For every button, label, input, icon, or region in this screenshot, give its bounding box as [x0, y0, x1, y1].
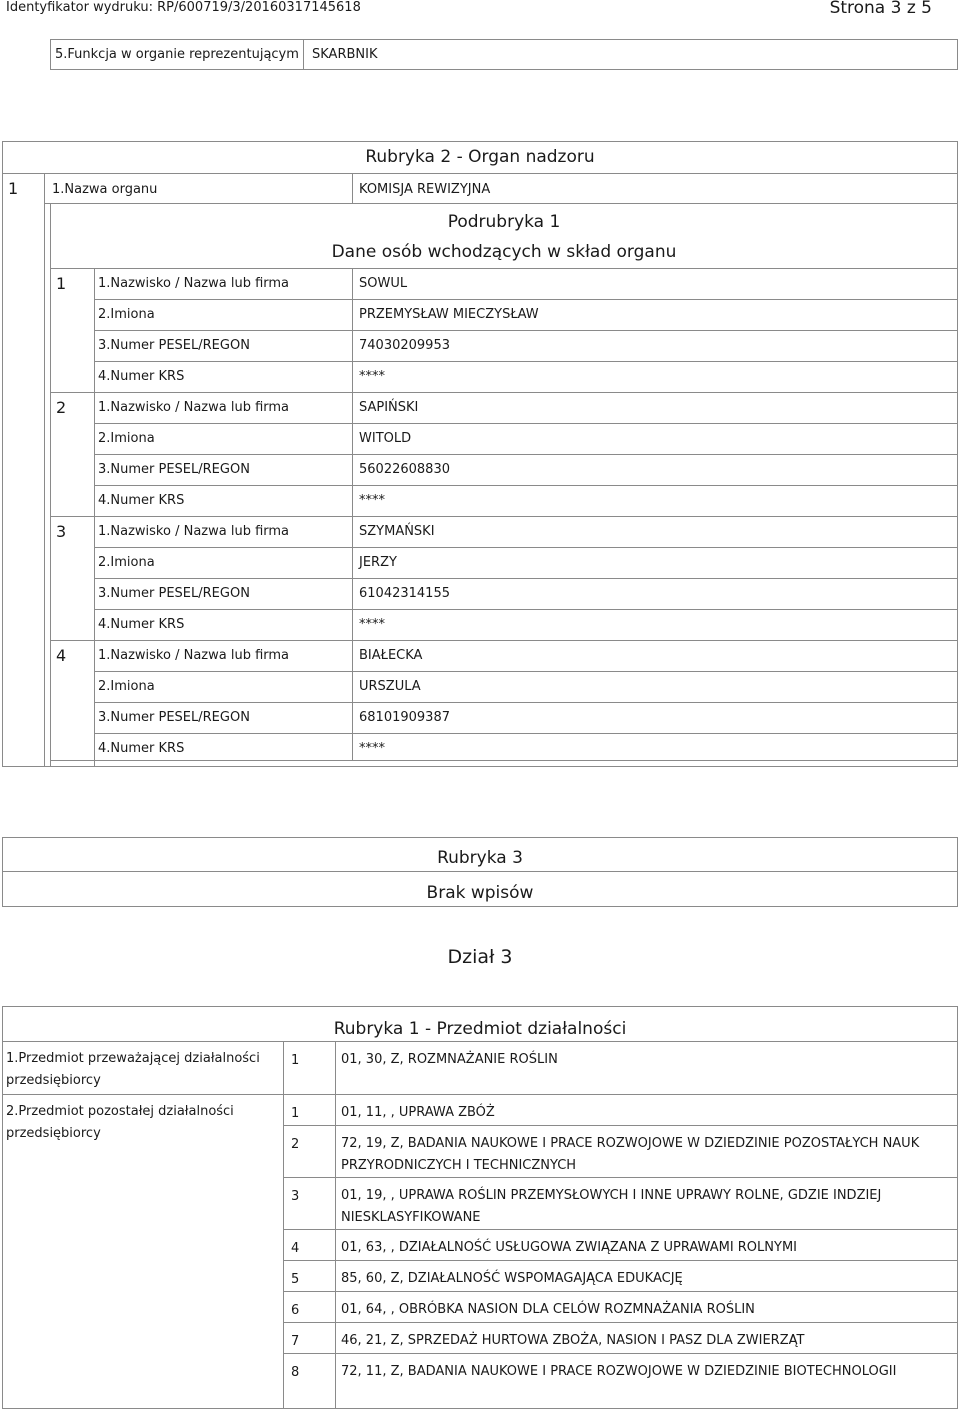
other-activity-text: 01, 11, , UPRAWA ZBÓŻ	[341, 1105, 495, 1120]
person-field-value: WITOLD	[359, 431, 412, 446]
other-activity-text: 01, 64, , OBRÓBKA NASION DLA CELÓW ROZMNAŻANIA ROŚLIN	[341, 1302, 755, 1317]
other-activity-number: 6	[291, 1303, 300, 1318]
rubryka2-num: 1	[8, 179, 19, 198]
organ-label: 1.Nazwa organu	[52, 182, 158, 197]
person-field-value: 74030209953	[359, 338, 450, 353]
person-number: 2	[56, 398, 67, 417]
organ-value: KOMISJA REWIZYJNA	[359, 182, 491, 197]
dzial3-rubryka1-title: Rubryka 1 - Przedmiot działalności	[333, 1019, 627, 1039]
print-identifier: Identyfikator wydruku: RP/600719/3/20160317145618	[6, 0, 361, 15]
function-value: SKARBNIK	[312, 47, 378, 62]
rubryka2-title: Rubryka 2 - Organ nadzoru	[365, 147, 595, 167]
other-activity-text: 46, 21, Z, SPRZEDAŻ HURTOWA ZBOŻA, NASION I PASZ DLA ZWIERZĄT	[341, 1333, 805, 1348]
person-field-value: URSZULA	[359, 679, 421, 694]
person-field-label: 4.Numer KRS	[98, 493, 185, 508]
rubryka3-subtitle: Brak wpisów	[426, 883, 534, 903]
main-activity-number: 1	[291, 1053, 300, 1068]
rubryka3-title: Rubryka 3	[437, 848, 523, 868]
person-field-label: 2.Imiona	[98, 679, 155, 694]
person-field-label: 3.Numer PESEL/REGON	[98, 338, 250, 353]
function-label: 5.Funkcja w organie reprezentującym	[55, 47, 299, 62]
person-field-label: 1.Nazwisko / Nazwa lub firma	[98, 400, 290, 415]
person-field-label: 4.Numer KRS	[98, 617, 185, 632]
other-activity-number: 1	[291, 1106, 300, 1121]
person-field-label: 4.Numer KRS	[98, 741, 185, 756]
person-field-label: 1.Nazwisko / Nazwa lub firma	[98, 648, 290, 663]
dzial3-title: Dział 3	[447, 946, 513, 968]
other-activity-number: 7	[291, 1334, 300, 1349]
other-activity-text: 01, 63, , DZIAŁALNOŚĆ USŁUGOWA ZWIĄZANA Z UPRAWAMI ROLNYMI	[341, 1240, 798, 1255]
person-number: 4	[56, 646, 67, 665]
person-field-value: 61042314155	[359, 586, 450, 601]
person-field-label: 2.Imiona	[98, 555, 155, 570]
other-activity-text: 01, 19, , UPRAWA ROŚLIN PRZEMYSŁOWYCH I INNE UPRAWY ROLNE, GDZIE INDZIEJ NIESKLASYFIKOWANE	[341, 1188, 882, 1225]
person-field-value: SOWUL	[359, 276, 408, 291]
other-activity-label: 2.Przedmiot pozostałej działalności przedsiębiorcy	[6, 1104, 234, 1141]
person-field-value: JERZY	[359, 555, 397, 570]
person-field-label: 3.Numer PESEL/REGON	[98, 710, 250, 725]
other-activity-text: 72, 11, Z, BADANIA NAUKOWE I PRACE ROZWOJOWE W DZIEDZINIE BIOTECHNOLOGII	[341, 1364, 897, 1379]
podrubryka-subtitle: Dane osób wchodzących w skład organu	[331, 242, 677, 262]
person-field-value: 56022608830	[359, 462, 450, 477]
podrubryka-title: Podrubryka 1	[447, 212, 561, 232]
other-activity-number: 5	[291, 1272, 300, 1287]
other-activity-number: 3	[291, 1189, 300, 1204]
person-number: 3	[56, 522, 67, 541]
person-field-value: 68101909387	[359, 710, 450, 725]
person-field-value: SAPIŃSKI	[359, 400, 419, 415]
person-field-value: ****	[359, 741, 385, 756]
person-field-value: ****	[359, 617, 385, 632]
main-activity-label: 1.Przedmiot przeważającej działalności przedsiębiorcy	[6, 1051, 260, 1088]
person-field-value: ****	[359, 493, 385, 508]
person-number: 1	[56, 274, 67, 293]
page-number: Strona 3 z 5	[829, 0, 932, 18]
person-field-value: ****	[359, 369, 385, 384]
person-field-label: 1.Nazwisko / Nazwa lub firma	[98, 524, 290, 539]
person-field-label: 2.Imiona	[98, 307, 155, 322]
main-activity-text: 01, 30, Z, ROZMNAŻANIE ROŚLIN	[341, 1052, 558, 1067]
person-field-value: BIAŁECKA	[359, 648, 423, 663]
other-activity-text: 72, 19, Z, BADANIA NAUKOWE I PRACE ROZWOJOWE W DZIEDZINIE POZOSTAŁYCH NAUK PRZYRODNICZYCH I TECHNICZNYCH	[341, 1136, 920, 1173]
person-field-label: 1.Nazwisko / Nazwa lub firma	[98, 276, 290, 291]
person-field-value: SZYMAŃSKI	[359, 524, 435, 539]
person-field-label: 4.Numer KRS	[98, 369, 185, 384]
person-field-label: 3.Numer PESEL/REGON	[98, 586, 250, 601]
other-activity-text: 85, 60, Z, DZIAŁALNOŚĆ WSPOMAGAJĄCA EDUKACJĘ	[341, 1271, 683, 1286]
other-activity-number: 2	[291, 1137, 300, 1152]
person-field-value: PRZEMYSŁAW MIECZYSŁAW	[359, 307, 539, 322]
person-field-label: 2.Imiona	[98, 431, 155, 446]
other-activity-number: 8	[291, 1365, 300, 1380]
other-activity-number: 4	[291, 1241, 300, 1256]
person-field-label: 3.Numer PESEL/REGON	[98, 462, 250, 477]
